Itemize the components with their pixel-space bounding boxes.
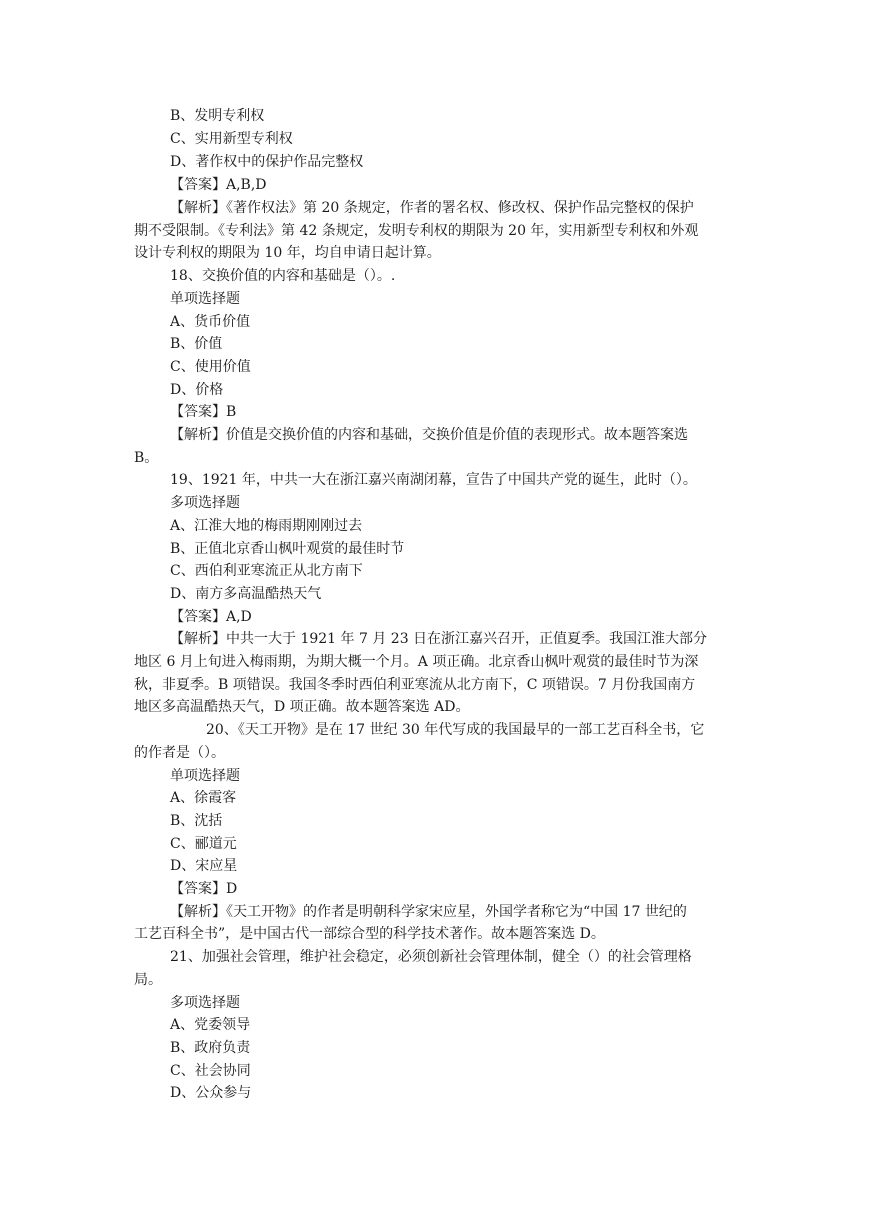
- question-type: 单项选择题: [170, 768, 240, 784]
- option-line: C、社会协同: [170, 1063, 251, 1079]
- explanation-line: B。: [134, 450, 159, 466]
- explanation-line: 地区多高温酷热天气，D 项正确。故本题答案选 AD。: [134, 699, 470, 715]
- explanation-line: 期不受限制。《专利法》第 42 条规定，发明专利权的期限为 20 年，实用新型专利权和外观: [134, 223, 699, 239]
- explanation-line: 【解析】中共一大于 1921 年 7 月 23 日在浙江嘉兴召开，正值夏季。我国江淮大部分: [170, 631, 708, 647]
- option-line: D、公众参与: [170, 1085, 252, 1101]
- question-line: 局。: [134, 972, 162, 988]
- question-type: 多项选择题: [170, 995, 240, 1011]
- option-line: C、郦道元: [170, 836, 237, 852]
- option-line: C、西伯利亚寒流正从北方南下: [170, 563, 363, 579]
- option-line: A、徐霞客: [170, 790, 237, 806]
- answer-line: 【答案】A,D: [170, 609, 252, 625]
- explanation-line: 秋，非夏季。B 项错误。我国冬季时西伯利亚寒流从北方南下，C 项错误。7 月份我国南方: [134, 677, 696, 693]
- explanation-line: 工艺百科全书”，是中国古代一部综合型的科学技术著作。故本题答案选 D。: [134, 926, 605, 942]
- option-line: B、价值: [170, 336, 223, 352]
- answer-line: 【答案】D: [170, 881, 238, 897]
- explanation-line: 地区 6 月上旬进入梅雨期，为期大概一个月。A 项正确。北京香山枫叶观赏的最佳时节为深: [134, 654, 699, 670]
- question-line: 19、1921 年，中共一大在浙江嘉兴南湖闭幕，宣告了中国共产党的诞生，此时（）。: [170, 472, 697, 488]
- answer-line: 【答案】B: [170, 404, 237, 420]
- option-line: B、沈括: [170, 813, 223, 829]
- question-line: 20、《天工开物》是在 17 世纪 30 年代写成的我国最早的一部工艺百科全书，它: [206, 722, 705, 738]
- option-line: A、货币价值: [170, 314, 251, 330]
- explanation-line: 【解析】《著作权法》第 20 条规定，作者的署名权、修改权、保护作品完整权的保护: [170, 200, 694, 216]
- question-line: 18、交换价值的内容和基础是（）。.: [170, 268, 396, 284]
- option-line: A、党委领导: [170, 1017, 251, 1033]
- option-line: D、价格: [170, 382, 224, 398]
- option-line: D、宋应星: [170, 858, 238, 874]
- option-line: D、南方多高温酷热天气: [170, 586, 322, 602]
- answer-line: 【答案】A,B,D: [170, 177, 267, 193]
- question-type: 单项选择题: [170, 291, 240, 307]
- option-line: C、使用价值: [170, 359, 251, 375]
- question-type: 多项选择题: [170, 495, 240, 511]
- option-line: B、正值北京香山枫叶观赏的最佳时节: [170, 541, 405, 557]
- option-line: A、江淮大地的梅雨期刚刚过去: [170, 518, 363, 534]
- explanation-line: 【解析】价值是交换价值的内容和基础，交换价值是价值的表现形式。故本题答案选: [170, 427, 688, 443]
- question-line: 的作者是（）。: [134, 745, 225, 761]
- explanation-line: 设计专利权的期限为 10 年，均自申请日起计算。: [134, 245, 441, 261]
- option-line: B、政府负责: [170, 1040, 251, 1056]
- option-line: B、发明专利权: [170, 108, 265, 124]
- explanation-line: 【解析】《天工开物》的作者是明朝科学家宋应星，外国学者称它为“中国 17 世纪的: [170, 904, 687, 920]
- question-line: 21、加强社会管理，维护社会稳定，必须创新社会管理体制，健全（）的社会管理格: [170, 949, 692, 965]
- option-line: D、著作权中的保护作品完整权: [170, 154, 364, 170]
- option-line: C、实用新型专利权: [170, 131, 293, 147]
